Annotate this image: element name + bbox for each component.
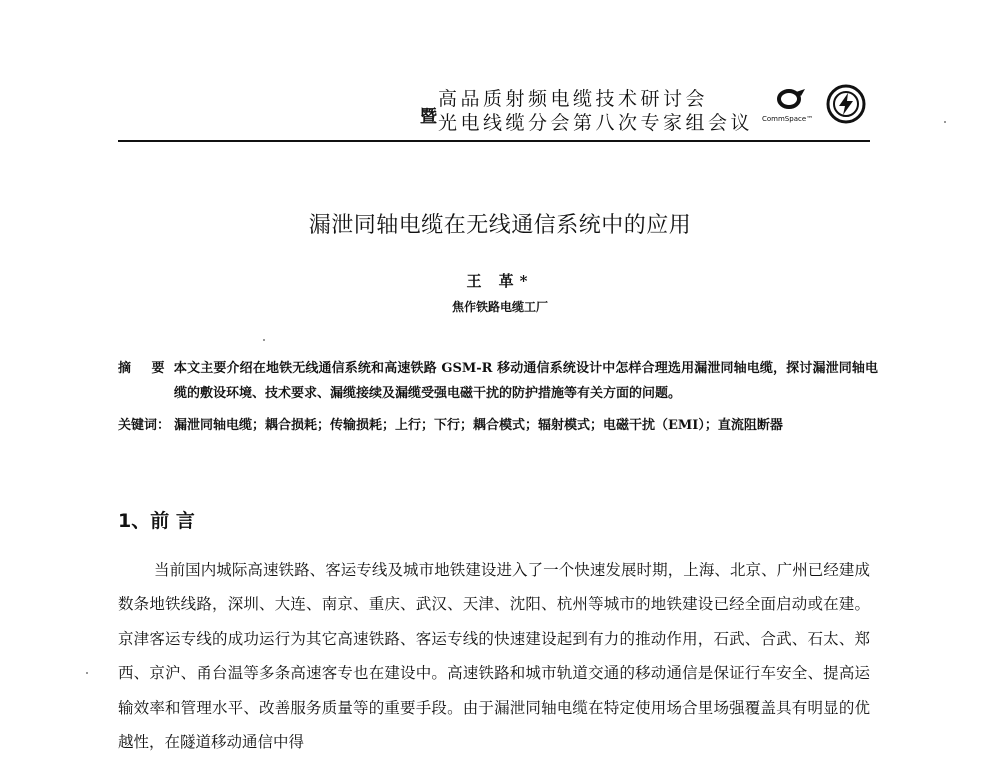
abstract-label: 摘 要： (118, 361, 194, 376)
association-emblem-icon (826, 84, 866, 124)
scan-speck (263, 339, 265, 341)
scan-speck (86, 672, 88, 674)
conference-name-line-2: 光电线缆分会第八次专家组会议 (438, 112, 754, 134)
header-divider (118, 140, 870, 142)
section-heading: 1、前 言 (118, 510, 195, 532)
body-paragraph: 当前国内城际高速铁路、客运专线及城市地铁建设进入了一个快速发展时期，上海、北京、广州已经建成数条地铁线路，深圳、大连、南京、重庆、武汉、天津、沈阳、杭州等城市的地铁建设已经全面启动或在建。京津客运专线的成功运行为其它高速铁路、客运专线的快速建设起到有力的推动作用，石武、合武、石太、郑西、京沪、甬台温等多条高速客专也在建设中。高速铁路和城市轨道交通的移动通信是保证行车安全、提高运输效率和管理水平、改善服务质量等的重要手段。由于漏泄同轴电缆在特定使用场合里场强覆盖具有明显的优越性，在隧道移动通信中得 (118, 561, 870, 752)
keywords-text: 漏泄同轴电缆；耦合损耗；传输损耗；上行；下行；耦合模式；辐射模式；电磁干扰（EMI）；直流阻断器 (174, 418, 783, 433)
abstract-block (118, 356, 878, 406)
abstract-text: 本文主要介绍在地铁无线通信系统和高速铁路 GSM-R 移动通信系统设计中怎样合理选用漏泄同轴电缆，探讨漏泄同轴电缆的敷设环境、技术要求、漏缆接续及漏缆受强电磁干扰的防护措施等有关方面的问题。 (174, 361, 878, 401)
conference-name-line-1: 高品质射频电缆技术研讨会 (438, 88, 709, 110)
header-conjunction: 暨 (420, 107, 437, 127)
commspace-logo-text: CommSpace™ (762, 115, 814, 123)
author-affiliation: 焦作铁路电缆工厂 (451, 300, 548, 314)
commspace-logo-icon (774, 88, 808, 110)
keywords-block (118, 413, 878, 438)
keywords-label: 关键词： (118, 418, 171, 433)
author-name: 王 革* (466, 272, 534, 290)
paper-title: 漏泄同轴电缆在无线通信系统中的应用 (308, 213, 692, 238)
scan-speck (944, 121, 946, 123)
